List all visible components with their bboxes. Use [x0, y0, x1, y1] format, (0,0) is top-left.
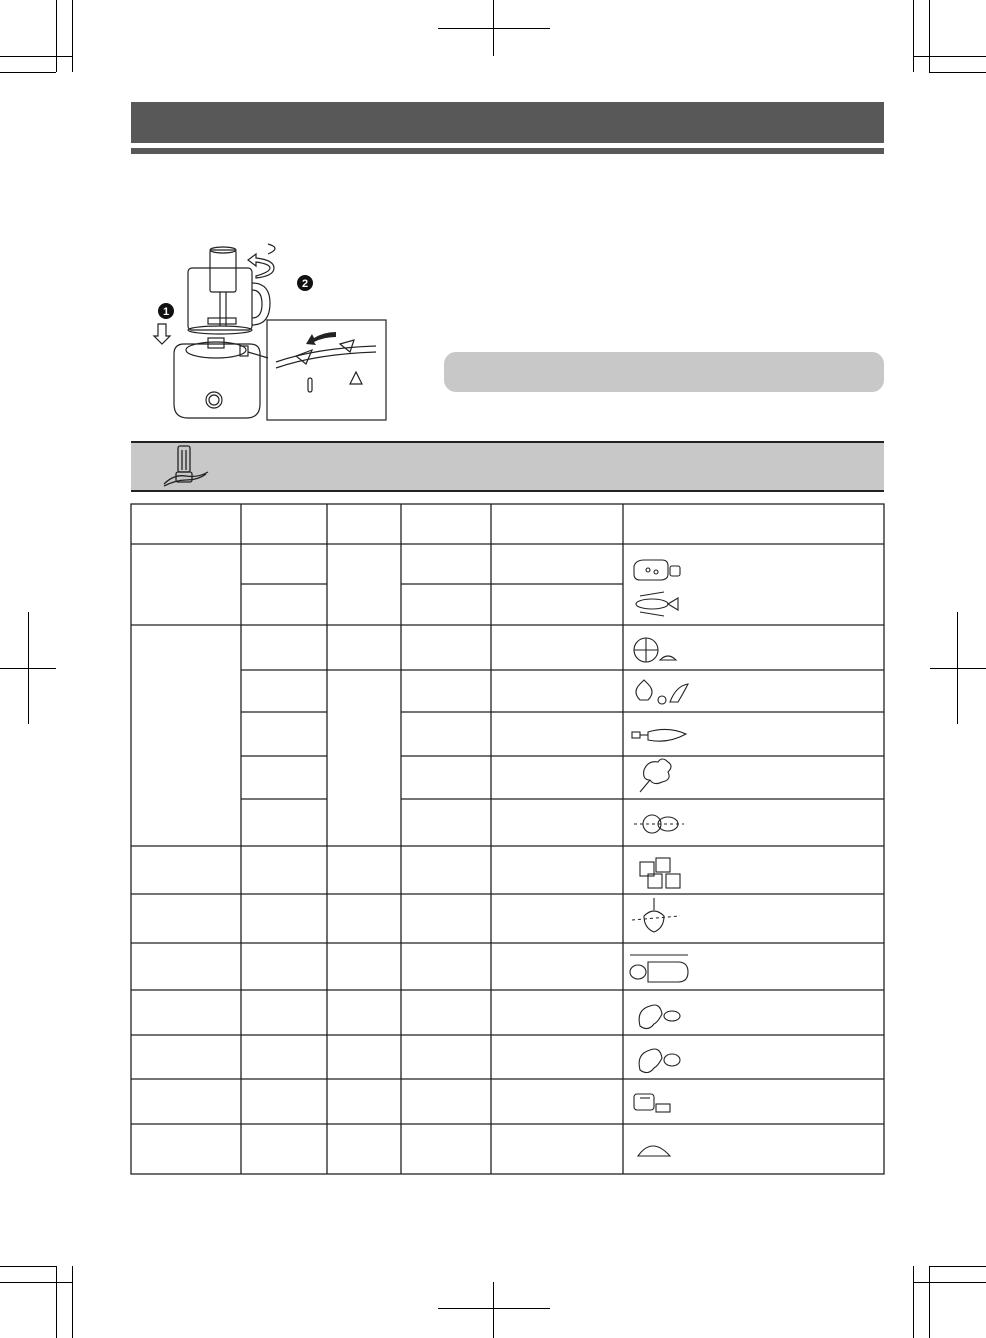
meat-icon — [634, 560, 680, 580]
flour-icon — [638, 1146, 670, 1156]
step-marker-1: 1 — [162, 306, 170, 318]
step-marker-2: 2 — [301, 278, 309, 290]
cheese-icon — [640, 858, 680, 888]
onion-icon — [634, 638, 676, 662]
nuts-icon — [639, 1049, 680, 1073]
carrot-icon — [632, 729, 686, 741]
sausage-icon — [630, 955, 688, 982]
garlic-icon — [636, 680, 688, 704]
radish-icon — [632, 898, 680, 932]
peanuts-icon — [639, 1005, 680, 1029]
fish-icon — [636, 592, 678, 616]
bread-icon — [634, 1094, 670, 1112]
lemon-icon — [634, 815, 684, 833]
parsley-icon — [640, 759, 671, 792]
